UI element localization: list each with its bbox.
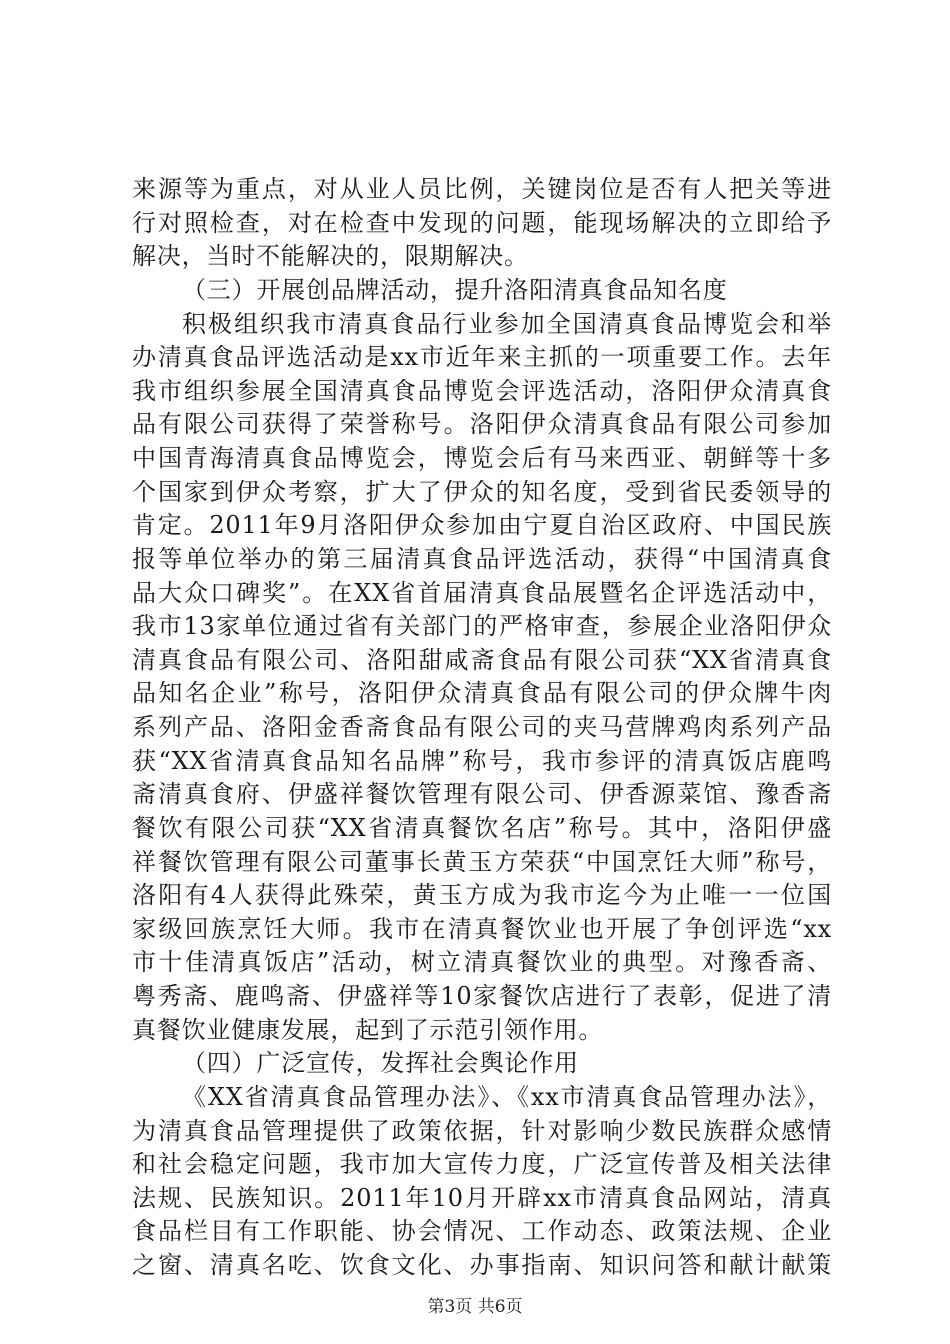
body-text-line: 家级回族烹饪大师。我市在清真餐饮业也开展了争创评选“xx bbox=[132, 915, 832, 943]
body-text-line: 祥餐饮管理有限公司董事长黄玉方荣获“中国烹饪大师”称号， bbox=[132, 848, 832, 876]
section-heading: （四）广泛宣传，发挥社会舆论作用 bbox=[182, 1049, 579, 1077]
body-text-line: 真餐饮业健康发展，起到了示范引领作用。 bbox=[132, 1016, 604, 1044]
body-text-line: 品有限公司获得了荣誉称号。洛阳伊众清真食品有限公司参加 bbox=[132, 410, 832, 438]
body-text-line: 洛阳有4人获得此殊荣，黄玉方成为我市迄今为止唯一一位国 bbox=[132, 881, 832, 909]
body-text-line: 《XX省清真食品管理办法》、《xx市清真食品管理办法》， bbox=[182, 1083, 832, 1111]
body-text-line: 系列产品、洛阳金香斋食品有限公司的夹马营牌鸡肉系列产品 bbox=[132, 713, 832, 741]
body-text-line: 报等单位举办的第三届清真食品评选活动，获得“中国清真食 bbox=[132, 545, 832, 573]
body-text-line: 品大众口碑奖”。在XX省首届清真食品展暨名企评选活动中， bbox=[132, 579, 832, 607]
page-number-footer: 第3页 共6页 bbox=[427, 1297, 523, 1317]
body-text-line: 为清真食品管理提供了政策依据，针对影响少数民族群众感情 bbox=[132, 1117, 832, 1145]
section-heading: （三）开展创品牌活动，提升洛阳清真食品知名度 bbox=[182, 276, 728, 304]
body-text-line: 市十佳清真饭店”活动，树立清真餐饮业的典型。对豫香斋、 bbox=[132, 948, 832, 976]
body-text-line: 解决，当时不能解决的，限期解决。 bbox=[132, 242, 529, 270]
body-text-line: 中国青海清真食品博览会，博览会后有马来西亚、朝鲜等十多 bbox=[132, 444, 832, 472]
body-text-line: 肯定。2011年9月洛阳伊众参加由宁夏自治区政府、中国民族 bbox=[132, 511, 832, 539]
body-text-line: 清真食品有限公司、洛阳甜咸斋食品有限公司获“XX省清真食 bbox=[132, 646, 832, 674]
body-text-line: 品知名企业”称号，洛阳伊众清真食品有限公司的伊众牌牛肉 bbox=[132, 679, 832, 707]
body-text-line: 斋清真食府、伊盛祥餐饮管理有限公司、伊香源菜馆、豫香斋 bbox=[132, 780, 832, 808]
body-text-line: 我市组织参展全国清真食品博览会评选活动，洛阳伊众清真食 bbox=[132, 377, 832, 405]
body-text-line: 积极组织我市清真食品行业参加全国清真食品博览会和举 bbox=[182, 310, 832, 338]
body-text-line: 个国家到伊众考察，扩大了伊众的知名度，受到省民委领导的 bbox=[132, 478, 832, 506]
body-text-line: 之窗、清真名吃、饮食文化、办事指南、知识问答和献计献策 bbox=[132, 1251, 832, 1279]
body-text-line: 法规、民族知识。2011年10月开辟xx市清真食品网站，清真 bbox=[132, 1184, 832, 1212]
body-text-line: 获“XX省清真食品知名品牌”称号，我市参评的清真饭店鹿鸣 bbox=[132, 747, 832, 775]
body-text-line: 我市13家单位通过省有关部门的严格审查，参展企业洛阳伊众 bbox=[132, 612, 832, 640]
body-text-line: 餐饮有限公司获“XX省清真餐饮名店”称号。其中，洛阳伊盛 bbox=[132, 814, 832, 842]
body-text-line: 来源等为重点，对从业人员比例，关键岗位是否有人把关等进 bbox=[132, 175, 832, 203]
body-text-line: 行对照检查，对在检查中发现的问题，能现场解决的立即给予 bbox=[132, 209, 832, 237]
body-text-line: 和社会稳定问题，我市加大宣传力度，广泛宣传普及相关法律 bbox=[132, 1150, 832, 1178]
body-text-line: 办清真食品评选活动是xx市近年来主抓的一项重要工作。去年 bbox=[132, 343, 832, 371]
body-text-line: 食品栏目有工作职能、协会情况、工作动态、政策法规、企业 bbox=[132, 1217, 832, 1245]
body-text-line: 粤秀斋、鹿鸣斋、伊盛祥等10家餐饮店进行了表彰，促进了清 bbox=[132, 982, 832, 1010]
